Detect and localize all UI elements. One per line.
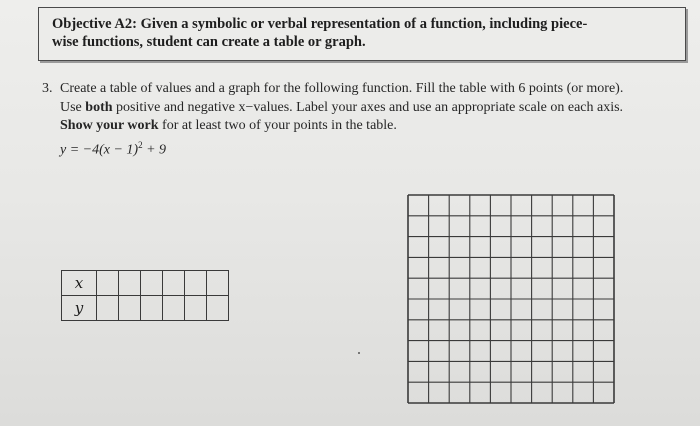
question-line-3 (60, 117, 692, 136)
question-line-1: Create a table of values and a graph for the following function. Fill the table with 6 points (or more). (60, 81, 624, 96)
x-row-label: x (62, 271, 97, 296)
graph-grid[interactable] (407, 194, 615, 404)
y-cell-1[interactable] (97, 296, 119, 321)
x-cell-5[interactable] (185, 271, 207, 296)
question-3 (42, 80, 692, 160)
table-of-values (61, 270, 229, 321)
x-cell-1[interactable] (97, 271, 119, 296)
question-body (60, 80, 692, 160)
x-cell-2[interactable] (119, 271, 141, 296)
line3-post: for at least two of your points in the table. (158, 118, 397, 133)
y-cell-2[interactable] (119, 296, 141, 321)
question-number: 3. (42, 81, 53, 96)
graph-grid-svg[interactable] (407, 194, 615, 404)
objective-label: Objective A2: (52, 16, 137, 32)
y-row-label: y (62, 296, 97, 321)
y-cell-4[interactable] (163, 296, 185, 321)
objective-box (38, 7, 686, 61)
objective-text-2: wise functions, student can create a table or graph. (52, 34, 366, 50)
equation-main: y = −4(x − 1) (60, 142, 139, 158)
line2-post: positive and negative x−values. Label your axes and use an appropriate scale on each axis. (112, 99, 624, 115)
y-cell-3[interactable] (141, 296, 163, 321)
y-cell-6[interactable] (207, 296, 229, 321)
objective-line-2 (52, 33, 685, 51)
line2-pre: Use (60, 99, 86, 115)
line3-bold: Show your work (60, 118, 159, 133)
objective-line-1 (52, 15, 685, 33)
stray-mark (358, 352, 360, 354)
equation-exponent: 2 (138, 139, 143, 150)
y-row (62, 296, 229, 321)
x-cell-3[interactable] (141, 271, 163, 296)
question-line-2 (60, 99, 692, 118)
x-cell-6[interactable] (207, 271, 229, 296)
x-row (62, 271, 229, 296)
objective-text-1: Given a symbolic or verbal representation of a function, including piece- (140, 16, 588, 32)
y-cell-5[interactable] (185, 296, 207, 321)
x-cell-4[interactable] (163, 271, 185, 296)
line2-bold: both (85, 99, 113, 115)
function-equation (60, 136, 692, 160)
equation-tail: + 9 (142, 142, 167, 158)
